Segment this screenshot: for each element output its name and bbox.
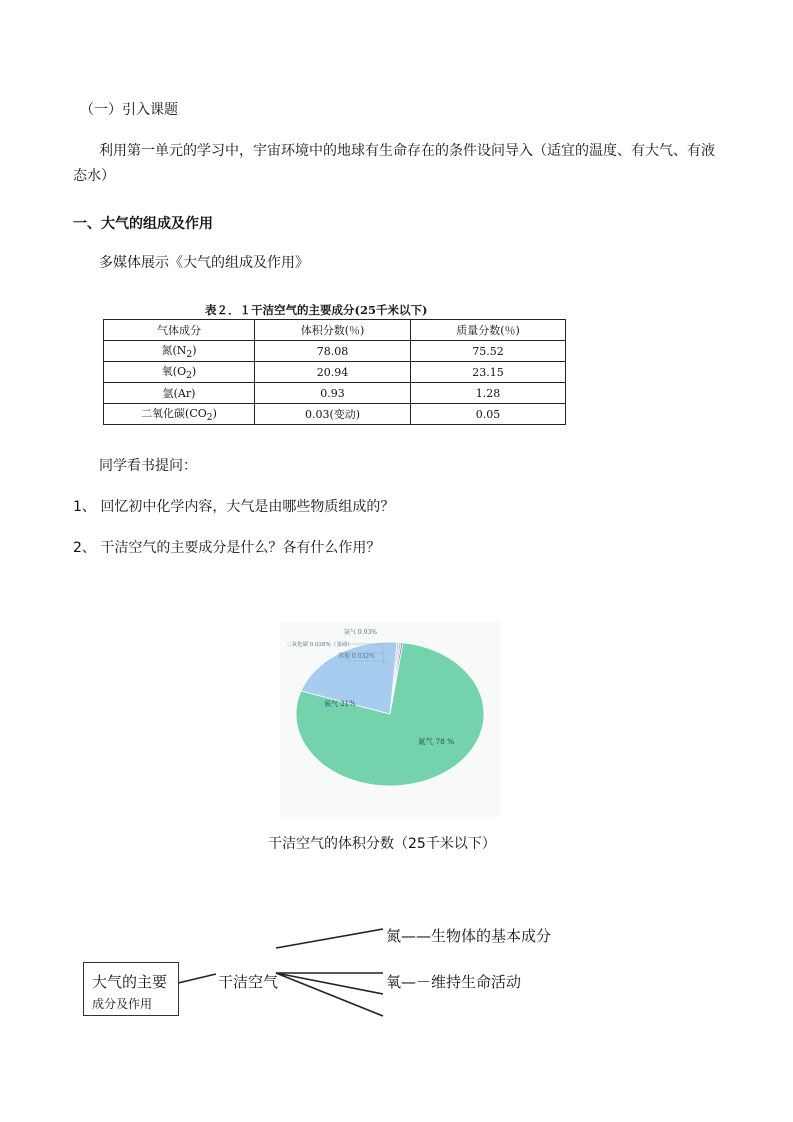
- table-row: [104, 341, 566, 362]
- branch-line: [276, 973, 383, 1016]
- cell-volume: 0.93: [255, 383, 411, 404]
- concept-branch-nitrogen: 氮——生物体的基本成分: [386, 927, 552, 945]
- table-row: [104, 362, 566, 383]
- header-volume: 体积分数(％): [255, 320, 411, 341]
- slice-label-nitrogen: 氮气 78 %: [418, 737, 455, 746]
- header-gas: 气体成分: [104, 320, 255, 341]
- concept-box-line2: 成分及作用: [92, 997, 153, 1011]
- slice-label-co2: 二氧化碳 0.038%（变动）: [286, 642, 353, 648]
- concept-box-line1: 大气的主要: [92, 973, 168, 991]
- intro-heading: （一）引入课题: [80, 102, 178, 118]
- questions-lead: 同学看书提问：: [99, 458, 197, 474]
- cell-volume: 78.08: [255, 341, 411, 362]
- cell-mass: 23.15: [411, 362, 566, 383]
- cell-gas: 氧$(O_2)$: [104, 362, 255, 383]
- cell-gas: 二氧化碳$(CO_2)$: [104, 404, 255, 425]
- cell-mass: 1.28: [411, 383, 566, 404]
- concept-middle: 干洁空气: [218, 973, 279, 991]
- cell-gas: 氩(Ar): [104, 383, 255, 404]
- table-caption: 表２．１干洁空气的主要成分(25千米以下): [205, 303, 428, 317]
- header-mass: 质量分数(％): [411, 320, 566, 341]
- pie-chart: [280, 622, 500, 817]
- question-1: 1、 回忆初中化学内容，大气是由哪些物质组成的？: [73, 499, 395, 515]
- slice-label-other: 其他 0.032%: [338, 653, 375, 660]
- intro-paragraph-line2: 态水）: [73, 168, 115, 184]
- cell-mass: 0.05: [411, 404, 566, 425]
- table-row: [104, 404, 566, 425]
- composition-table: [103, 319, 566, 425]
- slice-label-oxygen: 氧气 21%: [324, 700, 356, 708]
- concept-branch-oxygen: 氧—－维持生命活动: [386, 973, 522, 991]
- section-heading: 一、大气的组成及作用: [73, 216, 213, 232]
- cell-gas: 氮$(N_2)$: [104, 341, 255, 362]
- table-header-row: [104, 320, 566, 341]
- cell-mass: 75.52: [411, 341, 566, 362]
- question-2: 2、 干洁空气的主要成分是什么？各有什么作用？: [73, 540, 381, 556]
- cell-volume: 20.94: [255, 362, 411, 383]
- media-line: 多媒体展示《大气的组成及作用》: [99, 255, 309, 271]
- branch-line: [276, 929, 383, 948]
- connector-line: [178, 974, 216, 983]
- cell-volume: 0.03(变动): [255, 404, 411, 425]
- chart-caption: 干洁空气的体积分数（25千米以下）: [268, 836, 496, 852]
- slice-label-argon: 氩气 0.93%: [344, 629, 377, 636]
- branch-line: [276, 973, 383, 994]
- intro-paragraph-line1: 利用第一单元的学习中，宇宙环境中的地球有生命存在的条件设问导入（适宜的温度、有大气、有液: [99, 143, 715, 159]
- pie-slices: [296, 642, 484, 786]
- table-row: [104, 383, 566, 404]
- concept-box: [83, 962, 179, 1016]
